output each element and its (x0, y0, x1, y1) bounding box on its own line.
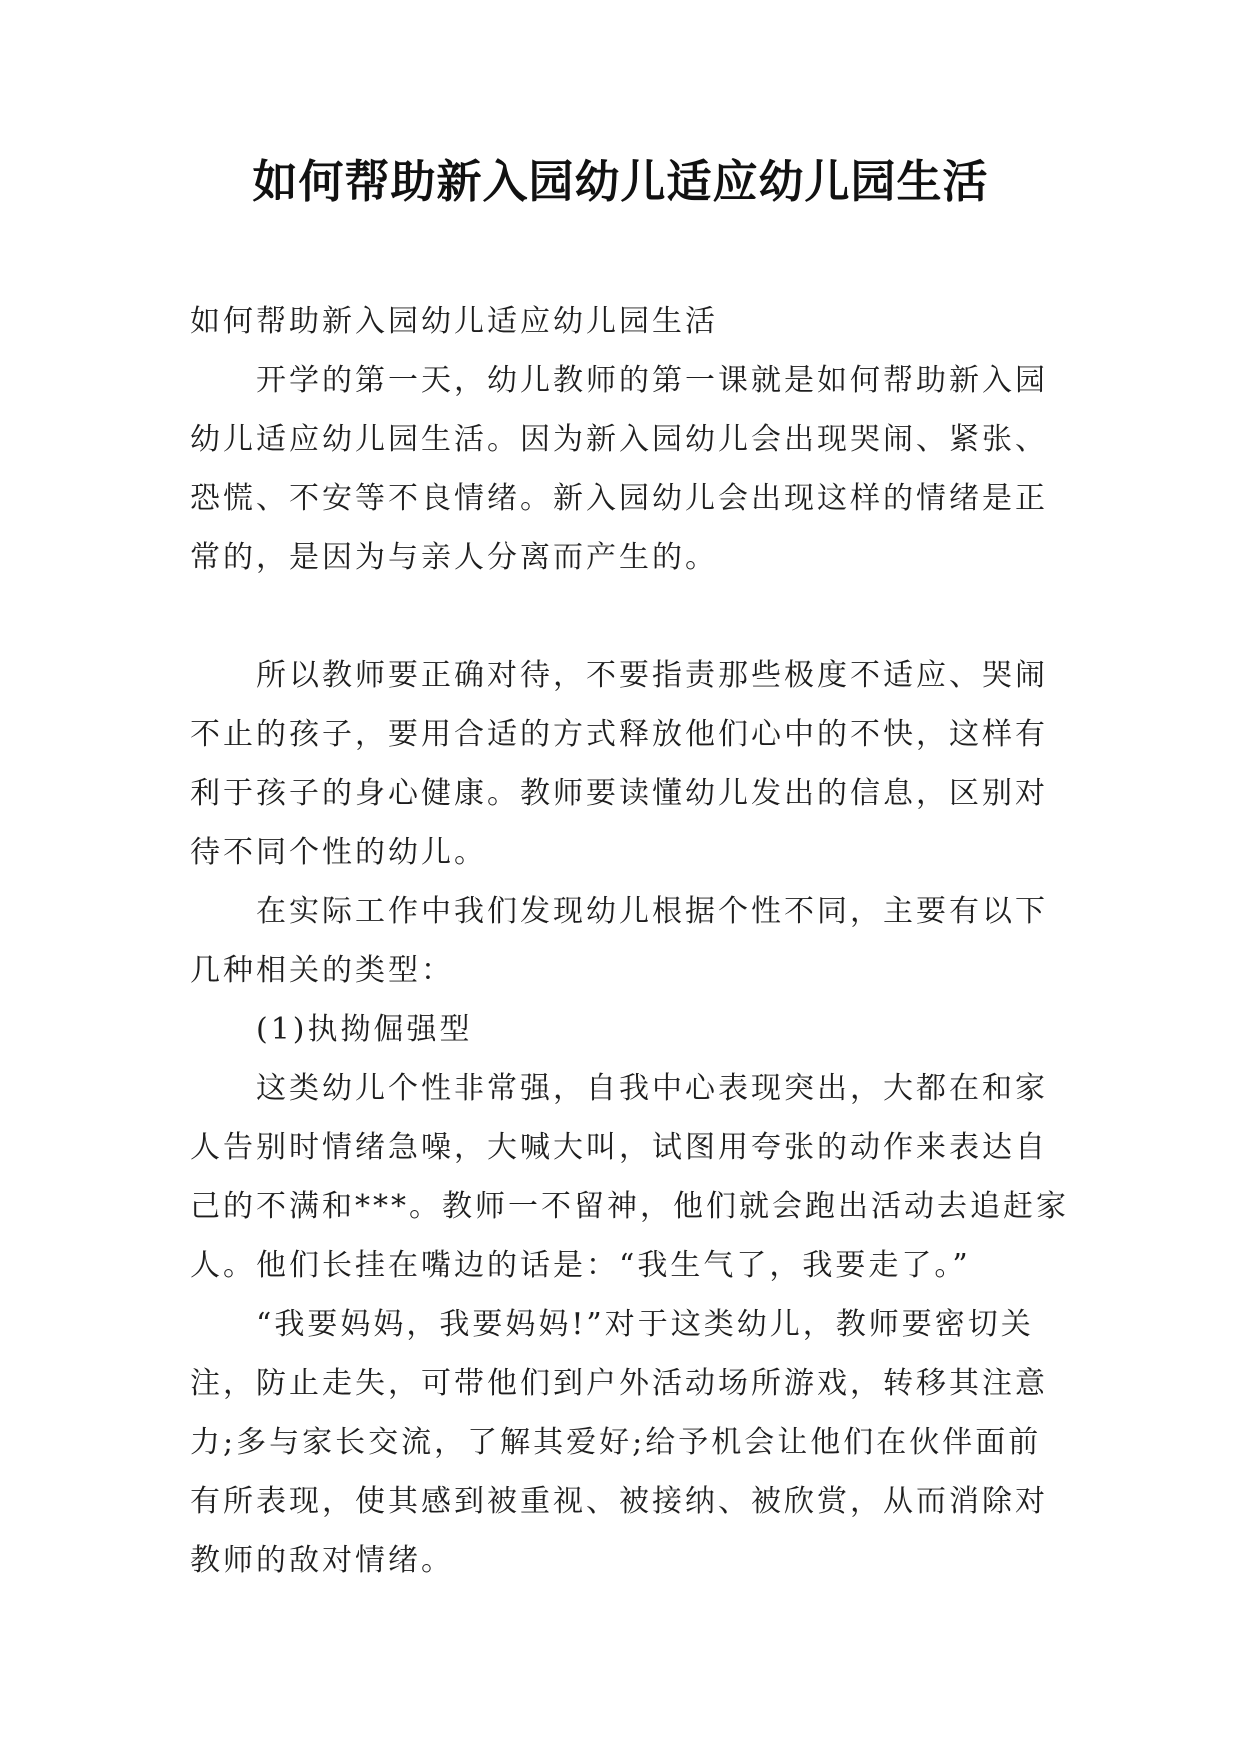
paragraph-types-intro: 在实际工作中我们发现幼儿根据个性不同，主要有以下几种相关的类型： (190, 894, 1048, 988)
paragraph-treatment: 所以教师要正确对待，不要指责那些极度不适应、哭闹不止的孩子，要用合适的方式释放他们心中的不快，这样有利于孩子的身心健康。教师要读懂幼儿发出的信息，区别对待不同个性的幼儿。 (190, 658, 1048, 870)
paragraph-intro: 开学的第一天，幼儿教师的第一课就是如何帮助新入园幼儿适应幼儿园生活。因为新入园幼儿会出现哭闹、紧张、恐慌、不安等不良情绪。新入园幼儿会出现这样的情绪是正常的，是因为与亲人分离而产生的。 (190, 363, 1048, 575)
document-subtitle: 如何帮助新入园幼儿适应幼儿园生活 (190, 304, 718, 339)
document-body (190, 292, 1070, 1590)
paragraph-type-1-advice: “我要妈妈，我要妈妈!”对于这类幼儿，教师要密切关注，防止走失，可带他们到户外活动场所游戏，转移其注意力;多与家长交流，了解其爱好;给予机会让他们在伙伴面前有所表现，使其感到被重视、被接纳、被欣赏，从而消除对教师的敌对情绪。 (190, 1307, 1048, 1578)
document-title: 如何帮助新入园幼儿适应幼儿园生活 (252, 155, 989, 208)
section-heading-type-1: (1)执拗倔强型 (256, 1012, 473, 1047)
paragraph-type-1-description: 这类幼儿个性非常强，自我中心表现突出，大都在和家人告别时情绪急噪，大喊大叫，试图用夸张的动作来表达自己的不满和***。教师一不留神，他们就会跑出活动去追赶家人。他们长挂在嘴边的话是：“我生气了，我要走了。” (190, 1071, 1069, 1283)
paragraph-spacer (190, 587, 1070, 646)
